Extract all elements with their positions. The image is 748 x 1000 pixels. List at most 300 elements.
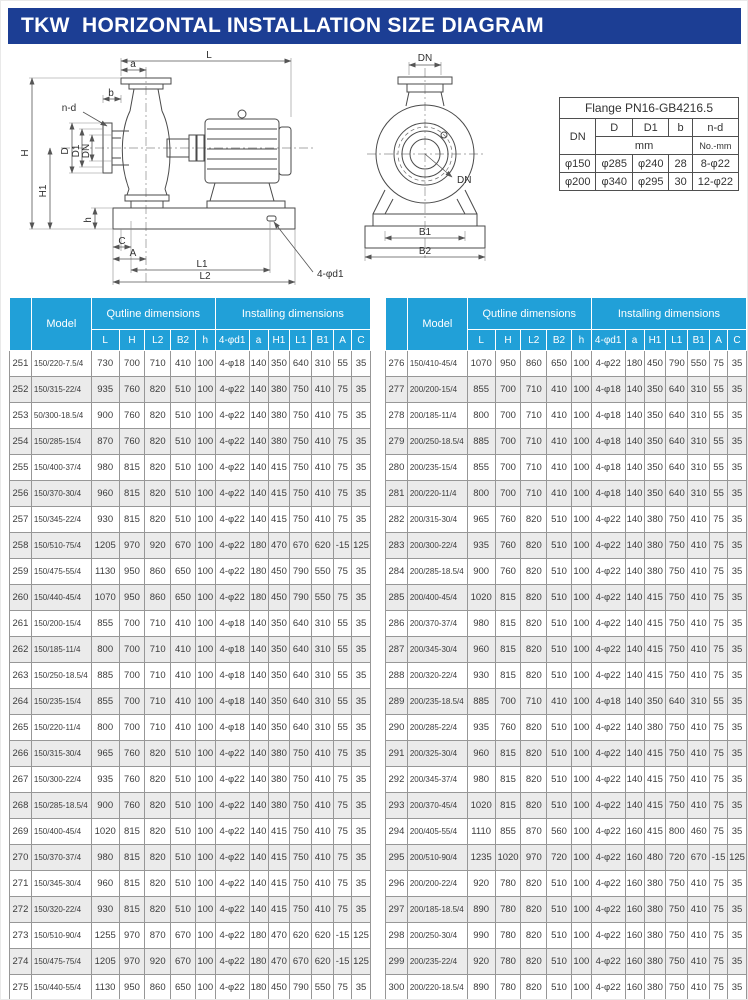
pump-side-view-drawing <box>17 51 359 291</box>
dim-cell: 750 <box>290 871 312 897</box>
dim-cell: 410 <box>688 507 710 533</box>
dim-cell: 75 <box>710 975 728 1000</box>
dim-cell: 4-φ22 <box>591 871 625 897</box>
dim-cell: 640 <box>666 377 688 403</box>
model-cell: 150/220-11/4 <box>31 715 91 741</box>
table-row <box>386 871 747 897</box>
dim-cell: 100 <box>195 507 215 533</box>
dim-cell: 125 <box>352 949 371 975</box>
table-row <box>10 663 371 689</box>
column-header-L: L <box>467 330 495 351</box>
dim-cell: 750 <box>290 845 312 871</box>
dim-cell: 4-φ22 <box>215 507 249 533</box>
table-row <box>10 897 371 923</box>
dim-cell: 55 <box>334 611 352 637</box>
dim-cell: 650 <box>171 585 196 611</box>
dim-cell: 415 <box>268 455 290 481</box>
table-row <box>386 611 747 637</box>
dim-cell: 820 <box>521 923 547 949</box>
row-number-cell: 253 <box>10 403 32 429</box>
dim-cell: 100 <box>195 689 215 715</box>
dim-cell: 510 <box>547 507 572 533</box>
model-cell: 150/315-30/4 <box>31 741 91 767</box>
dim-cell: 870 <box>521 819 547 845</box>
dim-cell: 820 <box>145 871 171 897</box>
dim-cell: 410 <box>312 455 334 481</box>
flange-unit-nd: No.-mm <box>692 137 738 155</box>
dim-cell: 140 <box>249 663 268 689</box>
dim-cell: 710 <box>521 403 547 429</box>
model-cell: 150/345-22/4 <box>31 507 91 533</box>
dim-cell: 710 <box>521 455 547 481</box>
dim-cell: 75 <box>334 429 352 455</box>
dim-cell: 35 <box>352 403 371 429</box>
table-row <box>10 455 371 481</box>
table-row <box>386 455 747 481</box>
dim-cell: 790 <box>666 351 688 377</box>
dim-cell: 140 <box>249 481 268 507</box>
dim-cell: 180 <box>249 533 268 559</box>
row-number-cell: 275 <box>10 975 32 1000</box>
dim-cell: 380 <box>268 741 290 767</box>
table-row <box>386 767 747 793</box>
dim-label-4-d1: 4-φd1 <box>317 269 344 280</box>
table-row <box>386 715 747 741</box>
outline-dimensions-header: Qutline dimensions <box>91 298 215 330</box>
dim-cell: 75 <box>334 871 352 897</box>
column-header-H: H <box>495 330 521 351</box>
dim-cell: 650 <box>547 351 572 377</box>
dim-cell: 815 <box>495 585 521 611</box>
dim-cell: 620 <box>290 923 312 949</box>
dim-cell: 815 <box>119 819 145 845</box>
dim-cell: 510 <box>171 429 196 455</box>
row-number-cell: 300 <box>386 975 408 1000</box>
dim-cell: 885 <box>91 663 119 689</box>
dimension-tables <box>9 297 747 1000</box>
model-cell: 200/510-90/4 <box>407 845 467 871</box>
dim-cell: 410 <box>312 741 334 767</box>
dimension-table <box>385 297 747 1000</box>
dim-cell: 980 <box>91 845 119 871</box>
dim-label-DN-top: DN <box>417 53 433 64</box>
column-header-B2: B2 <box>171 330 196 351</box>
dim-cell: 140 <box>249 377 268 403</box>
table-row <box>10 637 371 663</box>
dim-cell: 410 <box>171 611 196 637</box>
row-number-cell: 264 <box>10 689 32 715</box>
dim-cell: 100 <box>571 923 591 949</box>
table-row <box>386 377 747 403</box>
title-bar <box>8 8 741 44</box>
dim-cell: 820 <box>521 741 547 767</box>
dim-cell: 75 <box>710 637 728 663</box>
dim-cell: 4-φ22 <box>215 481 249 507</box>
row-number-cell: 281 <box>386 481 408 507</box>
model-cell: 200/300-22/4 <box>407 533 467 559</box>
dim-cell: 935 <box>467 533 495 559</box>
dim-cell: 380 <box>268 767 290 793</box>
flange-header-dn: DN <box>559 119 596 155</box>
dim-cell: 750 <box>290 741 312 767</box>
dim-cell: 750 <box>290 429 312 455</box>
flange-cell: φ200 <box>559 173 596 191</box>
table-row <box>386 923 747 949</box>
row-number-cell: 255 <box>10 455 32 481</box>
dim-cell: 125 <box>352 923 371 949</box>
dim-cell: 750 <box>290 377 312 403</box>
dim-cell: 720 <box>666 845 688 871</box>
dim-cell: 75 <box>334 793 352 819</box>
dim-cell: 415 <box>268 819 290 845</box>
model-cell: 150/475-55/4 <box>31 559 91 585</box>
dim-cell: 510 <box>547 611 572 637</box>
dim-cell: 510 <box>547 923 572 949</box>
row-number-cell: 256 <box>10 481 32 507</box>
dim-cell: 100 <box>195 663 215 689</box>
model-cell: 200/345-30/4 <box>407 637 467 663</box>
dim-cell: 140 <box>625 715 644 741</box>
dim-cell: 640 <box>290 637 312 663</box>
dim-cell: 180 <box>249 949 268 975</box>
dim-cell: 650 <box>171 975 196 1000</box>
dim-cell: 35 <box>352 611 371 637</box>
dim-cell: 750 <box>666 923 688 949</box>
dim-cell: 4-φ18 <box>591 481 625 507</box>
dim-cell: 140 <box>625 663 644 689</box>
dim-cell: 100 <box>571 819 591 845</box>
dim-cell: 35 <box>352 481 371 507</box>
dim-cell: 640 <box>290 663 312 689</box>
dim-cell: 410 <box>688 975 710 1000</box>
dim-cell: 310 <box>312 611 334 637</box>
model-cell: 150/510-75/4 <box>31 533 91 559</box>
dim-cell: 885 <box>467 429 495 455</box>
dim-cell: 140 <box>249 455 268 481</box>
dim-cell: 960 <box>91 481 119 507</box>
dim-cell: 4-φ22 <box>591 585 625 611</box>
installing-dimensions-header: Installing dimensions <box>215 298 370 330</box>
dim-cell: 160 <box>625 871 644 897</box>
dim-cell: 460 <box>688 819 710 845</box>
dim-cell: 1020 <box>467 585 495 611</box>
dim-cell: 380 <box>268 403 290 429</box>
dim-cell: 4-φ22 <box>591 559 625 585</box>
table-row <box>10 481 371 507</box>
row-number-cell: 266 <box>10 741 32 767</box>
dim-cell: 310 <box>688 403 710 429</box>
table-row <box>10 611 371 637</box>
dim-cell: 35 <box>728 819 747 845</box>
column-header-H: H <box>119 330 145 351</box>
row-number-cell: 287 <box>386 637 408 663</box>
flange-cell: φ295 <box>632 173 669 191</box>
dim-cell: 410 <box>312 429 334 455</box>
model-cell: 150/440-55/4 <box>31 975 91 1000</box>
dim-cell: 140 <box>249 871 268 897</box>
dim-cell: 100 <box>571 507 591 533</box>
dim-cell: 140 <box>625 767 644 793</box>
dim-cell: 920 <box>467 871 495 897</box>
row-number-cell: 286 <box>386 611 408 637</box>
dim-cell: 75 <box>710 871 728 897</box>
row-number-cell: 257 <box>10 507 32 533</box>
dim-cell: 760 <box>495 715 521 741</box>
dim-cell: 4-φ22 <box>591 975 625 1000</box>
dim-cell: 560 <box>547 819 572 845</box>
flange-cell: 28 <box>669 155 692 173</box>
dim-cell: 350 <box>268 611 290 637</box>
dim-cell: 450 <box>268 559 290 585</box>
table-row <box>386 741 747 767</box>
dim-cell: 410 <box>688 793 710 819</box>
dim-cell: 960 <box>467 637 495 663</box>
row-number-cell: 265 <box>10 715 32 741</box>
dim-cell: 55 <box>334 663 352 689</box>
dim-cell: 820 <box>145 793 171 819</box>
dim-cell: 920 <box>145 533 171 559</box>
dim-cell: 4-φ22 <box>215 585 249 611</box>
dim-cell: 75 <box>334 741 352 767</box>
table-row <box>386 663 747 689</box>
dim-cell: 820 <box>521 637 547 663</box>
dim-cell: 75 <box>710 559 728 585</box>
dim-cell: 730 <box>91 351 119 377</box>
model-cell: 150/285-15/4 <box>31 429 91 455</box>
row-number-cell: 293 <box>386 793 408 819</box>
table-row <box>386 637 747 663</box>
dim-cell: 700 <box>495 455 521 481</box>
row-number-cell: 282 <box>386 507 408 533</box>
dim-cell: 55 <box>710 403 728 429</box>
table-row <box>10 819 371 845</box>
dim-cell: 4-φ22 <box>591 923 625 949</box>
dim-cell: 100 <box>195 403 215 429</box>
table-row <box>386 819 747 845</box>
dim-cell: 410 <box>171 351 196 377</box>
dim-cell: 75 <box>710 897 728 923</box>
dim-cell: 4-φ18 <box>215 689 249 715</box>
dim-cell: 160 <box>625 819 644 845</box>
flange-row-200 <box>559 173 738 191</box>
dim-cell: 510 <box>547 871 572 897</box>
dim-cell: 100 <box>571 611 591 637</box>
dim-cell: 750 <box>290 481 312 507</box>
column-header-L1: L1 <box>666 330 688 351</box>
dim-cell: 1020 <box>91 819 119 845</box>
dim-cell: 35 <box>728 351 747 377</box>
dim-cell: 75 <box>334 377 352 403</box>
dim-cell: 710 <box>145 611 171 637</box>
dim-cell: 55 <box>334 637 352 663</box>
dim-cell: 380 <box>644 533 666 559</box>
table-row <box>386 559 747 585</box>
dim-cell: 510 <box>171 377 196 403</box>
column-header-L1: L1 <box>290 330 312 351</box>
column-header-H1: H1 <box>644 330 666 351</box>
dim-cell: 350 <box>268 689 290 715</box>
dim-cell: 410 <box>312 793 334 819</box>
row-number-cell: 263 <box>10 663 32 689</box>
model-cell: 150/400-45/4 <box>31 819 91 845</box>
dim-cell: 410 <box>688 897 710 923</box>
dim-cell: 750 <box>666 637 688 663</box>
dim-cell: 510 <box>547 949 572 975</box>
dim-cell: 100 <box>571 663 591 689</box>
model-cell: 200/235-18.5/4 <box>407 689 467 715</box>
dim-cell: 760 <box>119 377 145 403</box>
dim-cell: 35 <box>728 871 747 897</box>
dim-cell: 760 <box>495 507 521 533</box>
dim-cell: 815 <box>119 507 145 533</box>
row-number-header <box>386 298 408 351</box>
dim-cell: 55 <box>710 481 728 507</box>
dim-cell: 35 <box>352 845 371 871</box>
dim-cell: 75 <box>710 507 728 533</box>
column-header-H1: H1 <box>268 330 290 351</box>
dim-cell: 35 <box>728 663 747 689</box>
dim-cell: 4-φ22 <box>215 403 249 429</box>
dim-cell: 4-φ22 <box>215 533 249 559</box>
dim-cell: 100 <box>195 923 215 949</box>
dim-cell: 35 <box>352 975 371 1000</box>
table-row <box>10 975 371 1000</box>
page-title: TKW HORIZONTAL INSTALLATION SIZE DIAGRAM <box>21 14 544 37</box>
dim-cell: 140 <box>625 637 644 663</box>
dim-cell: 4-φ22 <box>215 975 249 1000</box>
dim-cell: 75 <box>334 767 352 793</box>
dim-cell: 710 <box>521 689 547 715</box>
dim-cell: 410 <box>547 429 572 455</box>
dim-cell: 450 <box>268 585 290 611</box>
model-cell: 200/320-22/4 <box>407 663 467 689</box>
dim-cell: 815 <box>119 871 145 897</box>
dim-cell: 780 <box>495 871 521 897</box>
dim-cell: 35 <box>352 351 371 377</box>
dim-cell: 100 <box>195 481 215 507</box>
dim-cell: 310 <box>688 689 710 715</box>
dim-cell: 760 <box>119 429 145 455</box>
dim-cell: 815 <box>119 481 145 507</box>
dim-cell: 350 <box>268 351 290 377</box>
dim-cell: 100 <box>571 767 591 793</box>
dim-cell: 415 <box>644 585 666 611</box>
dim-cell: 100 <box>195 793 215 819</box>
dimension-lines <box>32 61 313 282</box>
dim-cell: 820 <box>521 559 547 585</box>
dim-cell: 750 <box>290 455 312 481</box>
row-number-cell: 254 <box>10 429 32 455</box>
dim-cell: 100 <box>571 377 591 403</box>
dim-cell: 1235 <box>467 845 495 871</box>
dim-cell: 620 <box>312 949 334 975</box>
dim-cell: 140 <box>249 637 268 663</box>
dim-cell: 860 <box>145 585 171 611</box>
dim-cell: 100 <box>571 897 591 923</box>
model-cell: 150/475-75/4 <box>31 949 91 975</box>
table-row <box>10 715 371 741</box>
dim-cell: 820 <box>521 897 547 923</box>
dim-cell: 160 <box>625 975 644 1000</box>
dim-cell: 820 <box>145 377 171 403</box>
dim-cell: 870 <box>145 923 171 949</box>
dim-cell: 380 <box>268 793 290 819</box>
dim-cell: 75 <box>710 663 728 689</box>
dim-cell: 35 <box>352 689 371 715</box>
dim-cell: 35 <box>352 793 371 819</box>
dim-cell: 55 <box>710 429 728 455</box>
dim-cell: 410 <box>688 663 710 689</box>
dim-cell: 700 <box>495 689 521 715</box>
dim-cell: 100 <box>571 871 591 897</box>
table-row <box>10 689 371 715</box>
pump-outline <box>103 78 204 208</box>
dim-cell: 4-φ22 <box>591 507 625 533</box>
dim-cell: 820 <box>521 585 547 611</box>
flange-row-150 <box>559 155 738 173</box>
dim-label-b: b <box>108 88 114 99</box>
dim-cell: 410 <box>312 403 334 429</box>
dim-cell: 620 <box>312 923 334 949</box>
column-header-A: A <box>334 330 352 351</box>
dim-cell: 760 <box>495 559 521 585</box>
table-row <box>386 533 747 559</box>
dim-cell: 4-φ22 <box>215 559 249 585</box>
dim-cell: 510 <box>547 637 572 663</box>
dim-cell: 415 <box>644 819 666 845</box>
row-number-cell: 274 <box>10 949 32 975</box>
dim-cell: 720 <box>547 845 572 871</box>
dim-cell: 820 <box>521 767 547 793</box>
dim-cell: 380 <box>644 559 666 585</box>
dim-cell: 510 <box>547 663 572 689</box>
dim-cell: 750 <box>290 403 312 429</box>
model-cell: 200/220-18.5/4 <box>407 975 467 1000</box>
dim-cell: 860 <box>521 351 547 377</box>
dim-cell: 410 <box>171 663 196 689</box>
dim-cell: 160 <box>625 923 644 949</box>
dim-cell: 35 <box>352 585 371 611</box>
dim-cell: -15 <box>334 949 352 975</box>
dim-cell: 410 <box>688 923 710 949</box>
row-number-cell: 295 <box>386 845 408 871</box>
model-cell: 150/300-22/4 <box>31 767 91 793</box>
dim-cell: 35 <box>728 377 747 403</box>
row-number-cell: 269 <box>10 819 32 845</box>
dim-cell: 100 <box>571 793 591 819</box>
dim-cell: 800 <box>666 819 688 845</box>
dim-cell: 35 <box>728 455 747 481</box>
dim-label-B1: B1 <box>418 227 432 238</box>
model-cell: 150/345-30/4 <box>31 871 91 897</box>
model-cell: 200/200-22/4 <box>407 871 467 897</box>
dim-cell: 710 <box>145 351 171 377</box>
model-cell: 200/200-15/4 <box>407 377 467 403</box>
dim-cell: 410 <box>688 949 710 975</box>
installing-dimensions-header: Installing dimensions <box>591 298 746 330</box>
column-header-A: A <box>710 330 728 351</box>
table-row <box>386 403 747 429</box>
table-row <box>10 767 371 793</box>
model-cell: 200/220-11/4 <box>407 481 467 507</box>
dim-cell: 310 <box>312 689 334 715</box>
dim-cell: 640 <box>290 689 312 715</box>
dim-cell: 140 <box>625 429 644 455</box>
dim-cell: 750 <box>290 767 312 793</box>
dim-cell: 700 <box>495 481 521 507</box>
dim-cell: 820 <box>521 949 547 975</box>
model-cell: 150/250-18.5/4 <box>31 663 91 689</box>
